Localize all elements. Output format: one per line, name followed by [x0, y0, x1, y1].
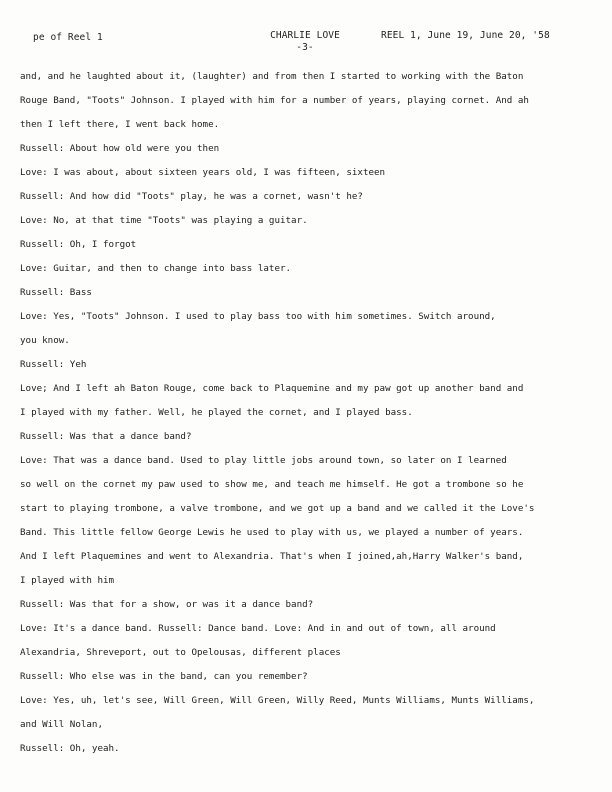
transcript-line: start to playing trombone, a valve trombone, and we got up a band and we called it the Love's	[20, 503, 535, 514]
transcript-line: Russell: Oh, yeah.	[20, 743, 120, 754]
transcript-line: Russell: Yeh	[20, 359, 87, 370]
transcript-line: Band. This little fellow George Lewis he used to play with us, we played a number of years.	[20, 527, 524, 538]
transcript-line: Russell: Oh, I forgot	[20, 239, 137, 250]
transcript-line: I played with my father. Well, he played the cornet, and I played bass.	[20, 407, 413, 418]
transcript-line: Love: That was a dance band. Used to play little jobs around town, so later on I learned	[20, 455, 507, 466]
transcript-line: Love: It's a dance band. Russell: Dance band. Love: And in and out of town, all around	[20, 623, 496, 634]
transcript-line: Love: No, at that time "Toots" was playing a guitar.	[20, 215, 308, 226]
transcript-line: Alexandria, Shreveport, out to Opelousas, different places	[20, 647, 341, 658]
transcript-line: And I left Plaquemines and went to Alexandria. That's when I joined,ah,Harry Walker's band,	[20, 551, 524, 562]
transcript-line: and Will Nolan,	[20, 719, 103, 730]
page-header	[0, 30, 612, 70]
transcript-line: Love: Yes, uh, let's see, Will Green, Will Green, Willy Reed, Munts Williams, Munts Williams,	[20, 695, 535, 706]
header-center	[245, 30, 365, 54]
transcript-line: Russell: Was that a dance band?	[20, 431, 192, 442]
header-reel-date: REEL 1, June 19, June 20, '58	[381, 30, 550, 41]
transcript-line: and, and he laughted about it, (laughter) and from then I started to working with the Baton	[20, 71, 524, 82]
transcript-line: Love: Yes, "Toots" Johnson. I used to play bass too with him sometimes. Switch around,	[20, 311, 496, 322]
transcript-line: Russell: Was that for a show, or was it a dance band?	[20, 599, 314, 610]
transcript-line: you know.	[20, 335, 70, 346]
transcript-line: Russell: Who else was in the band, can you remember?	[20, 671, 308, 682]
transcript-line: Russell: Bass	[20, 287, 92, 298]
transcript-line: then I left there, I went back home.	[20, 119, 220, 130]
transcript-line: Russell: And how did "Toots" play, he was a cornet, wasn't he?	[20, 191, 363, 202]
transcript-line: I played with him	[20, 575, 115, 586]
header-reel-label: pe of Reel 1	[33, 32, 103, 43]
transcript-line: Love; And I left ah Baton Rouge, come back to Plaquemine and my paw got up another band and	[20, 383, 524, 394]
header-speaker-name: CHARLIE LOVE	[270, 30, 340, 41]
transcript-line: Russell: About how old were you then	[20, 143, 220, 154]
transcript-body	[20, 65, 592, 761]
transcript-line: Love: Guitar, and then to change into bass later.	[20, 263, 292, 274]
transcript-line: so well on the cornet my paw used to show me, and teach me himself. He got a trombone so he	[20, 479, 524, 490]
transcript-line: Rouge Band, "Toots" Johnson. I played with him for a number of years, playing cornet. And ah	[20, 95, 529, 106]
header-page-number: -3-	[296, 42, 314, 53]
transcript-line: Love: I was about, about sixteen years old, I was fifteen, sixteen	[20, 167, 386, 178]
